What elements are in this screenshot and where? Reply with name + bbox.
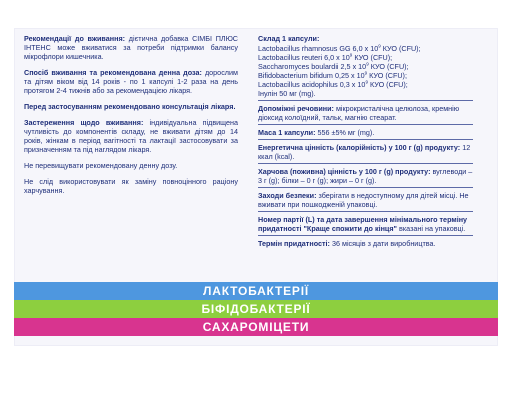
method-title: Спосіб вживання та рекомендована денна доза: <box>24 68 202 77</box>
separator-3 <box>258 139 473 140</box>
separator-1 <box>258 100 473 101</box>
shelf-life-line <box>258 239 473 248</box>
mass-text: 556 ±5% мг (mg). <box>317 128 375 137</box>
energy-line <box>258 143 473 161</box>
recommendations-paragraph <box>24 34 238 61</box>
strain-5-name: Lactobacillus acidophilus 0,3 x 10 <box>258 80 366 89</box>
energy-title: Енергетична цінність (калорійність) у 100 г (g) продукту: <box>258 143 461 152</box>
shelf-text: 36 місяців з дати виробництва. <box>331 239 436 248</box>
bifidobacteria-band: БІФІДОБАКТЕРІЇ <box>14 300 498 318</box>
strain-line-5 <box>258 80 473 89</box>
strain-1-unit: КУО (CFU); <box>380 44 421 53</box>
safety-line <box>258 191 473 209</box>
strain-5-exponent: 9 <box>365 79 368 85</box>
aux-line <box>258 104 473 122</box>
energy-text: 12 ккал (kcal). <box>258 143 471 161</box>
strain-4-exponent: 9 <box>364 70 368 76</box>
right-column <box>258 34 473 249</box>
batch-title: Номер партії (L) та дата завершення мінімального терміну придатності <box>258 215 468 233</box>
strain-3-unit: КУО (CFU); <box>368 62 409 71</box>
strain-4-unit: КУО (CFU); <box>367 71 407 80</box>
composition-block <box>258 34 473 248</box>
shelf-title: Термін придатності: <box>258 239 330 248</box>
batch-text: вказані на упаковці. <box>399 224 466 233</box>
separator-4 <box>258 163 473 164</box>
strain-line-1 <box>258 44 473 53</box>
warning-title: Застереження щодо вживання: <box>24 118 144 127</box>
strain-1-name: Lactobacillus rhamnosus GG 6,0 x 10 <box>258 44 379 53</box>
safety-title: Заходи безпеки: <box>258 191 317 200</box>
strain-4-name: Bifidobacterium bifidum 0,25 x 10 <box>258 71 365 80</box>
strain-5-unit: КУО (CFU); <box>367 80 408 89</box>
lactobacteria-band: ЛАКТОБАКТЕРІЇ <box>14 282 498 300</box>
strain-3-exponent: 9 <box>366 61 369 67</box>
recommendations-title: Рекомендації до вживання: <box>24 34 126 43</box>
recommendations-text: дієтична добавка СІМБІ ПЛЮС ІНТЕНС може вживатися за потреби підтримки балансу мікрофлори кишечника. <box>24 34 238 61</box>
warning-text: індивідуальна підвищена чутливість до компонентів складу, не вживати дітям до 14 років, жінкам в період вагітності та лактації застосовувати за призначенням та під наглядом лікаря. <box>24 118 239 154</box>
warning-paragraph <box>24 118 238 154</box>
aux-title: Допоміжні речовини: <box>258 104 334 113</box>
strain-1-exponent: 9 <box>378 43 381 49</box>
batch-quote: "Краще спожити до кінця" <box>301 224 397 233</box>
method-text: дорослим та дітям віком від 14 років - по 1 капсулі 1-2 раза на день протягом 2-4 тижнів або за рекомендацією лікаря. <box>24 68 238 95</box>
left-column <box>24 34 238 203</box>
strain-2-name: Lactobacillus reuteri 6,0 x 10 <box>258 53 350 62</box>
batch-line <box>258 215 473 233</box>
method-paragraph <box>24 68 238 95</box>
nutrition-line <box>258 167 473 185</box>
nutrition-title: Харчова (поживна) цінність у 100 г (g) продукту: <box>258 167 431 176</box>
saccharomycetes-band: САХАРОМІЦЕТИ <box>14 318 498 336</box>
separator-6 <box>258 211 473 212</box>
mass-title: Маса 1 капсули: <box>258 128 316 137</box>
composition-title: Склад 1 капсули: <box>258 34 320 43</box>
nutrition-text: вуглеводи – 3 г (g); білки – 0 г (g); жири – 0 г (g). <box>258 167 473 185</box>
dose-paragraph: Не перевищувати рекомендовану денну дозу. <box>24 161 178 170</box>
substitute-paragraph: Не слід використовувати як заміну повноцінного раціону харчування. <box>24 177 238 195</box>
aux-text: мікрокристалічна целюлоза, кремнію діоксид колоїдний, тальк, магнію стеарат. <box>258 104 460 122</box>
strain-2-unit: КУО (CFU); <box>352 53 393 62</box>
consultation-paragraph: Перед застосуванням рекомендовано консультація лікаря. <box>24 102 236 111</box>
mass-line <box>258 128 473 137</box>
separator-2 <box>258 124 473 125</box>
separator-5 <box>258 187 473 188</box>
strain-2-exponent: 9 <box>349 52 353 58</box>
strain-3-name: Saccharomyces boulardii 2,5 x 10 <box>258 62 367 71</box>
safety-text: зберігати в недоступному для дітей місці. Не вживати при пошкодженій упаковці. <box>258 191 469 209</box>
separator-7 <box>258 235 473 236</box>
inulin-line: Інулін 50 мг (mg). <box>258 89 316 98</box>
